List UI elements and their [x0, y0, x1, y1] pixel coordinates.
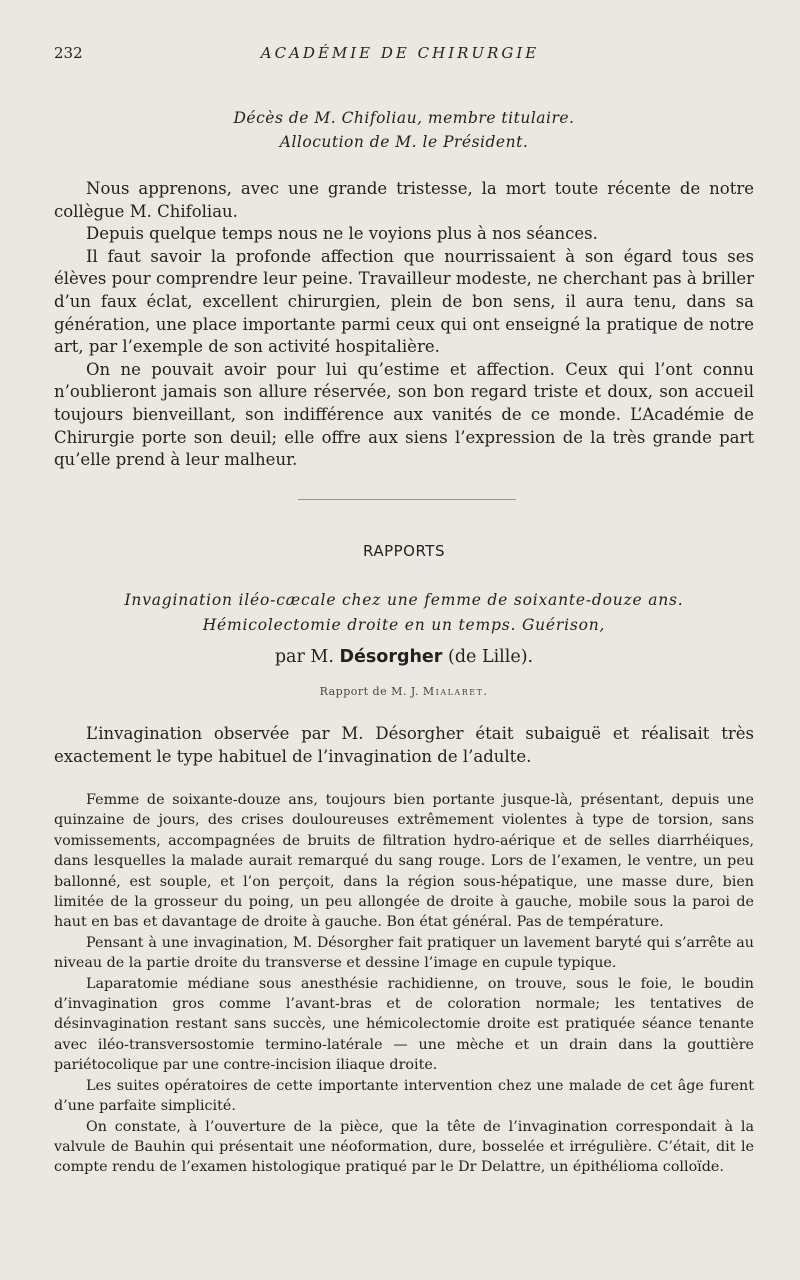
- case-paragraph: Laparatomie médiane sous anesthésie rachidienne, on trouve, sous le foie, le boudin d’invagination gros comme l’avant-bras et de coloration normale; les tentatives de désinvagination restant sans succès, une hémicolectomie droite est pratiquée séance tenante avec iléo-transversostomie termino-latérale — une mèche et un drain dans la gouttière pariétocolique par une contre-incision iliaque droite.: [54, 975, 754, 1074]
- running-title: ACADÉMIE DE CHIRURGIE: [260, 44, 540, 62]
- case-paragraph: Les suites opératoires de cette importante intervention chez une malade de cet âge furent d’une parfaite simplicité.: [54, 1077, 754, 1115]
- obituary-heading-line-2: Allocution de M. le Président.: [279, 133, 529, 151]
- report-title-line-1: Invagination iléo-cæcale chez une femme de soixante-douze ans.: [124, 591, 684, 609]
- lead-paragraph: L’invagination observée par M. Désorgher était subaiguë et réalisait très exactement le type habituel de l’invagination de l’adulte.: [54, 724, 754, 766]
- report-lead: [54, 723, 754, 768]
- section-divider: [298, 499, 516, 500]
- case-paragraph: Femme de soixante-douze ans, toujours bien portante jusque-là, présentant, depuis une quinzaine de jours, des crises douloureuses extrêmement violentes à type de torsion, sans vomissements, accompagnées de bruits de filtration hydro-aérique et de selles diarrhéiques, dans lesquelles la malade aurait remarqué du sang rouge. Lors de l’examen, le ventre, un peu ballonné, est souple, et l’on perçoit, dans la région sous-hépatique, une masse dure, bien limitée de la grosseur du poing, un peu allongée de droite à gauche, mobile sous la paroi de haut en bas et davantage de droite à gauche. Bon état général. Pas de température.: [54, 792, 754, 931]
- report-of-prefix: Rapport de M. J.: [319, 685, 419, 698]
- obituary-heading-line-1: Décès de M. Chifoliau, membre titulaire.: [233, 109, 575, 127]
- byline: [54, 647, 754, 667]
- obituary-paragraph: Il faut savoir la profonde affection que nourrissaient à son égard tous ses élèves pour comprendre leur peine. Travailleur modeste, ne cherchant pas à briller d’un faux éclat, excellent chirurgien, plein de bon sens, il aura tenu, dans sa génération, une place importante parmi ceux qui ont enseigné la pratique de notre art, par l’exemple de son activité hospitalière.: [54, 246, 754, 357]
- section-title: RAPPORTS: [363, 542, 445, 560]
- byline-author: Désorgher: [339, 647, 443, 667]
- page-number: 232: [54, 44, 83, 62]
- obituary-paragraph: On ne pouvait avoir pour lui qu’estime et affection. Ceux qui l’ont connu n’oublieront jamais son allure réservée, son bon regard triste et doux, son accueil toujours bienveillant, son indifférence aux vanités de ce monde. L’Académie de Chirurgie porte son deuil; elle offre aux siens l’expression de la très grande part qu’elle prend à leur malheur.: [54, 359, 754, 470]
- case-paragraph: On constate, à l’ouverture de la pièce, que la tête de l’invagination correspondait à la valvule de Bauhin qui présentait une néoformation, dure, bosselée et irrégulière. C’était, dit le compte rendu de l’examen histologique pratiqué par le Dr Delattre, un épithélioma colloïde.: [54, 1118, 754, 1176]
- report-title: [54, 588, 754, 638]
- byline-prefix: par M.: [274, 647, 334, 667]
- obituary-paragraph: Depuis quelque temps nous ne le voyions plus à nos séances.: [86, 224, 598, 244]
- report-title-line-2: Hémicolectomie droite en un temps. Guérison,: [202, 616, 606, 634]
- report-of-name: Mialaret.: [422, 685, 489, 698]
- obituary-body: [54, 178, 754, 472]
- byline-suffix: (de Lille).: [448, 647, 534, 667]
- case-report: [54, 790, 754, 1178]
- obituary-paragraph: Nous apprenons, avec une grande tristesse, la mort toute récente de notre collègue M. Chifoliau.: [54, 179, 754, 221]
- report-of: [54, 685, 754, 698]
- case-paragraph: Pensant à une invagination, M. Désorgher fait pratiquer un lavement baryté qui s’arrête au niveau de la partie droite du transverse et dessine l’image en cupule typique.: [54, 934, 754, 972]
- running-head: [54, 44, 746, 66]
- obituary-heading: [54, 106, 754, 154]
